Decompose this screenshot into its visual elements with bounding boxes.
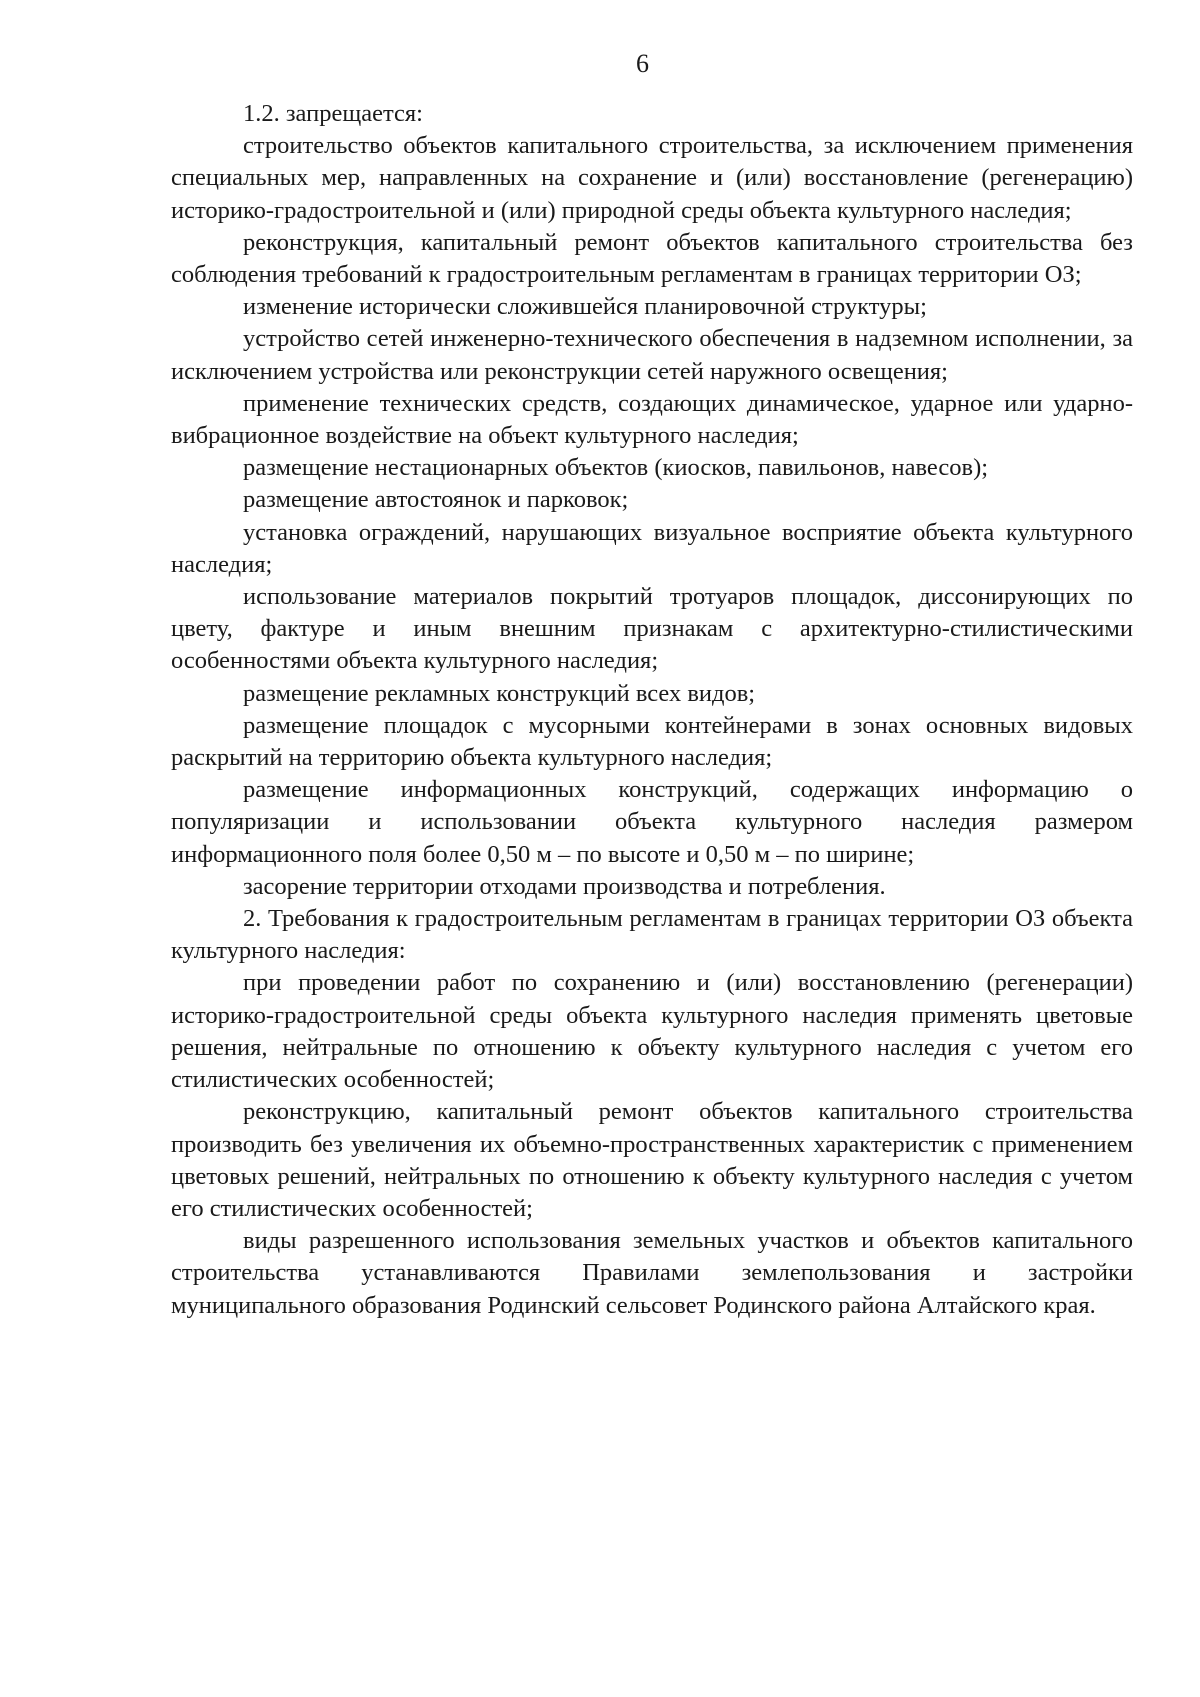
paragraph: установка ограждений, нарушающих визуальное восприятие объекта культурного наследия;	[171, 518, 1133, 578]
paragraph: реконструкцию, капитальный ремонт объектов капитального строительства производить без увеличения их объемно-пространственных характеристик с применением цветовых решений, нейтральных по отношению к объекту культурного наследия с учетом его стилистических особенностей;	[171, 1098, 1133, 1222]
section-heading-2: 2. Требования к градостроительным регламентам в границах территории ОЗ объекта культурного наследия:	[171, 905, 1133, 965]
paragraph: размещение площадок с мусорными контейнерами в зонах основных видовых раскрытий на территорию объекта культурного наследия;	[171, 711, 1133, 772]
paragraph: размещение информационных конструкций, содержащих информацию о популяризации и использовании объекта культурного наследия размером информационного поля более 0,50 м – по высоте и 0,50 м – по ширине;	[171, 776, 1133, 868]
paragraph: применение технических средств, создающих динамическое, ударное или ударно-вибрационное воздействие на объект культурного наследия;	[171, 389, 1133, 450]
section-heading-1-2: 1.2. запрещается:	[243, 100, 423, 127]
paragraph: изменение исторически сложившейся планировочной структуры;	[243, 293, 927, 321]
document-body	[171, 98, 1133, 1322]
paragraph: засорение территории отходами производства и потребления.	[243, 872, 886, 900]
paragraph: устройство сетей инженерно-технического обеспечения в надземном исполнении, за исключением устройства или реконструкции сетей наружного освещения;	[171, 325, 1133, 385]
paragraph: размещение автостоянок и парковок;	[243, 486, 629, 514]
paragraph: размещение нестационарных объектов (киосков, павильонов, навесов);	[243, 454, 989, 482]
paragraph: использование материалов покрытий тротуаров площадок, диссонирующих по цвету, фактуре и иным внешним признакам с архитектурно-стилистическими особенностями объекта культурного наследия;	[171, 583, 1133, 675]
paragraph: реконструкция, капитальный ремонт объектов капитального строительства без соблюдения требований к градостроительным регламентам в границах территории ОЗ;	[171, 228, 1133, 289]
paragraph: при проведении работ по сохранению и (или) восстановлению (регенерации) историко-градостроительной среды объекта культурного наследия применять цветовые решения, нейтральные по отношению к объекту культурного наследия с учетом его стилистических особенностей;	[171, 969, 1133, 1094]
paragraph: размещение рекламных конструкций всех видов;	[243, 679, 756, 707]
paragraph: строительство объектов капитального строительства, за исключением применения специальных мер, направленных на сохранение и (или) восстановление (регенерацию) историко-градостроительной и (или) природной среды объекта культурного наследия;	[171, 132, 1133, 224]
paragraph: виды разрешенного использования земельных участков и объектов капитального строительства устанавливаются Правилами землепользования и застройки муниципального образования Родинский сельсовет Родинского района Алтайского края.	[171, 1227, 1133, 1319]
page-number: 6	[636, 49, 649, 78]
